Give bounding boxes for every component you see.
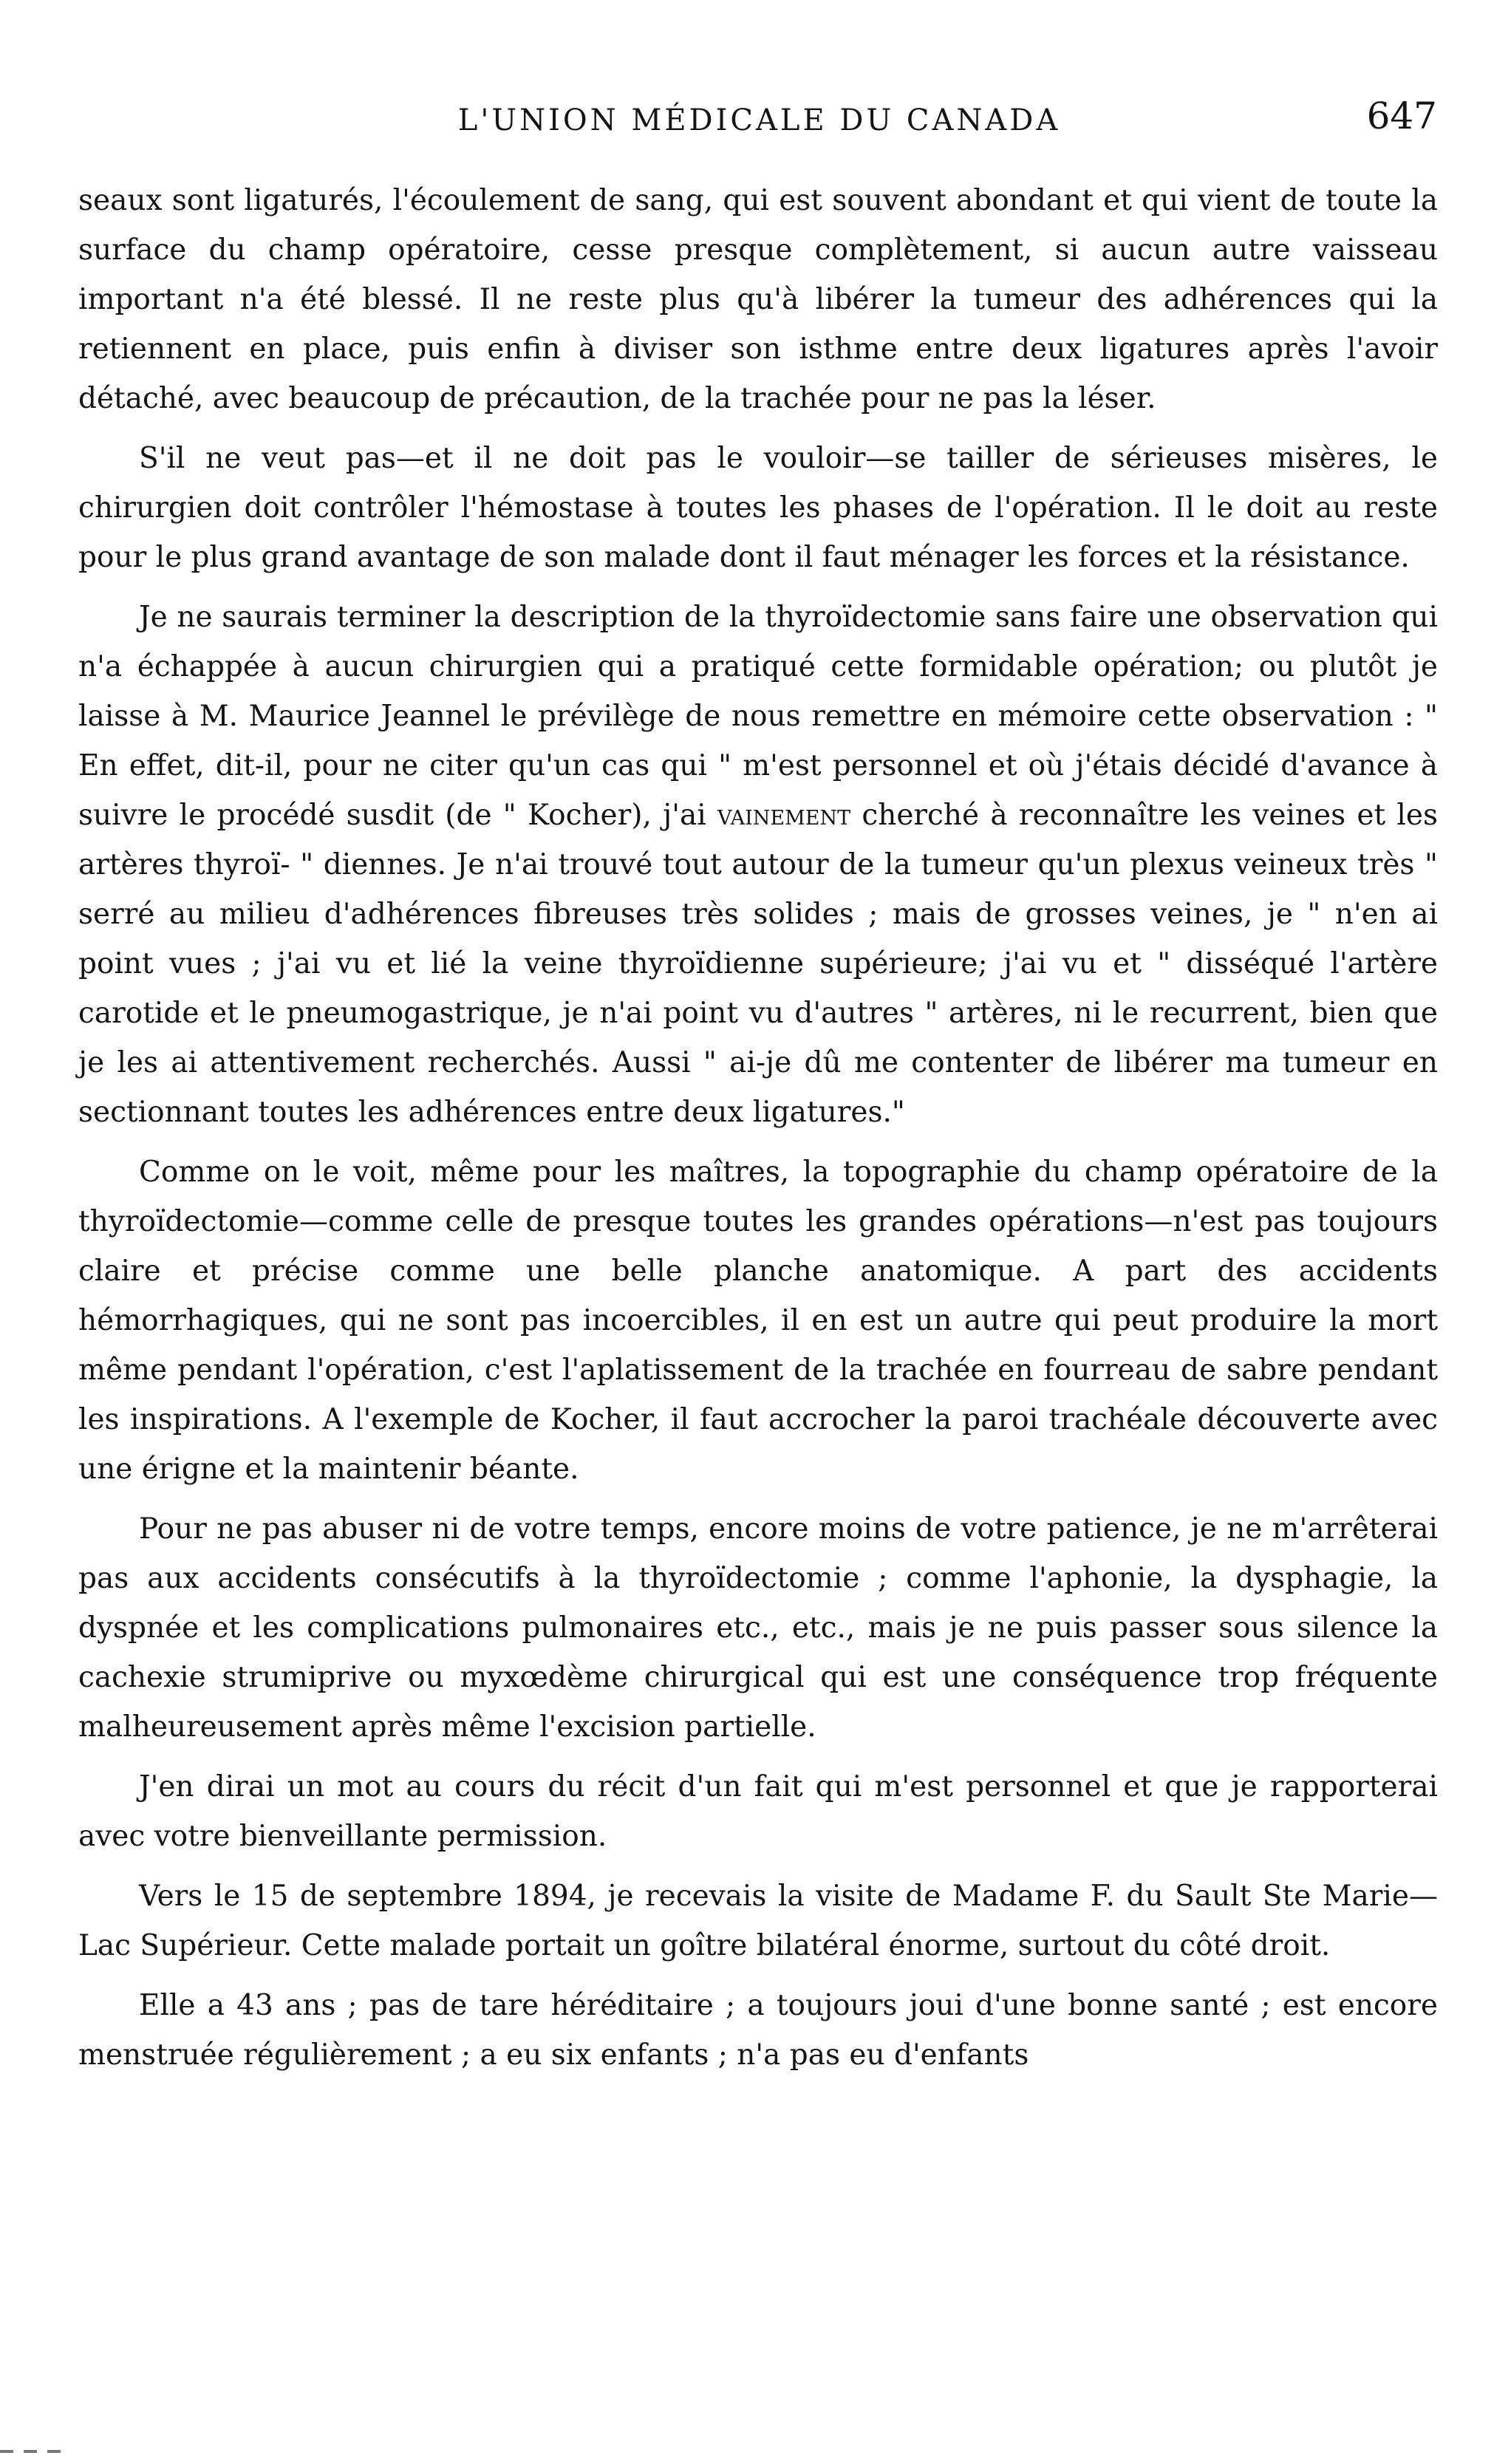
paragraph-1: seaux sont ligaturés, l'écoulement de sang, qui est souvent abondant et qui vient de toute la surface du champ opératoire, cesse presque complètement, si aucun autre vaisseau important n'a été blessé. Il ne reste plus qu'à libérer la tumeur des adhérences qui la retiennent en place, puis enfin à diviser son isthme entre deux ligatures après l'avoir détaché, avec beaucoup de précaution, de la trachée pour ne pas la léser. [78, 184, 1438, 415]
paragraph-5: Pour ne pas abuser ni de votre temps, encore moins de votre patience, je ne m'arrêterai pas aux accidents consécutifs à la thyroïdectomie ; comme l'aphonie, la dysphagie, la dyspnée et les complications pulmonaires etc., etc., mais je ne puis passer sous silence la cachexie strumiprive ou myxœdème chirurgical qui est une conséquence trop fréquente malheureusement après même l'excision partielle. [78, 1512, 1438, 1744]
paragraph-4: Comme on le voit, même pour les maîtres, la topographie du champ opératoire de la thyroïdectomie—comme celle de presque toutes les grandes opérations—n'est pas toujours claire et précise comme une belle planche anatomique. A part des accidents hémorrhagiques, qui ne sont pas incoercibles, il en est un autre qui peut produire la mort même pendant l'opération, c'est l'aplatissement de la trachée en fourreau de sabre pendant les inspirations. A l'exemple de Kocher, il faut accrocher la paroi trachéale découverte avec une érigne et la maintenir béante. [78, 1156, 1438, 1486]
emphasis-vainement: vainement [717, 799, 851, 832]
paragraph-6: J'en dirai un mot au cours du récit d'un fait qui m'est personnel et que je rapporterai avec votre bienveillante permission. [78, 1770, 1438, 1853]
paragraph-8: Elle a 43 ans ; pas de tare héréditaire ; a toujours joui d'une bonne santé ; est encore menstruée régulièrement ; a eu six enfants ; n'a pas eu d'enfants [78, 1989, 1438, 2072]
page-number: 647 [1366, 95, 1437, 137]
quote-text-before: Je ne saurais terminer la description de la thyroïdectomie sans faire une observation qui n'a échappée à aucun chirurgien qui a pratiqué cette formidable opération; ou plutôt je laisse à M. Maurice Jeannel le prévilège de nous remettre en mémoire cette observation : " En effet, dit-il, pour ne citer qu'un cas qui " m'est personnel et où j'étais décidé d'avance à suivre le procédé susdit (de " Kocher), j'ai [78, 601, 1438, 832]
paragraph-3 [78, 593, 1438, 1137]
quote-text-after: cherché à reconnaître les veines et les artères thyroï- " diennes. Je n'ai trouvé tout autour de la tumeur qu'un plexus veineux très " serré au milieu d'adhérences fibreuses très solides ; mais de grosses veines, je " n'en ai point vues ; j'ai vu et lié la veine thyroïdienne supérieure; j'ai vu et " disséqué l'artère carotide et le pneumogastrique, je n'ai point vu d'autres " artères, ni le recurrent, bien que je les ai attentivement recherchés. Aussi " ai-je dû me contenter de libérer ma tumeur en sectionnant toutes les adhérences entre deux ligatures." [78, 799, 1438, 1129]
page-header [81, 95, 1437, 146]
bottom-edge-marks [0, 2442, 111, 2457]
paragraph-7: Vers le 15 de septembre 1894, je recevais la visite de Madame F. du Sault Ste Marie—Lac Supérieur. Cette malade portait un goître bilatéral énorme, surtout du côté droit. [78, 1880, 1438, 1962]
article-body [78, 176, 1438, 2090]
paragraph-2: S'il ne veut pas—et il ne doit pas le vouloir—se tailler de sérieuses misères, le chirurgien doit contrôler l'hémostase à toutes les phases de l'opération. Il le doit au reste pour le plus grand avantage de son malade dont il faut ménager les forces et la résistance. [78, 442, 1438, 574]
running-head: L'UNION MÉDICALE DU CANADA [457, 103, 1061, 137]
